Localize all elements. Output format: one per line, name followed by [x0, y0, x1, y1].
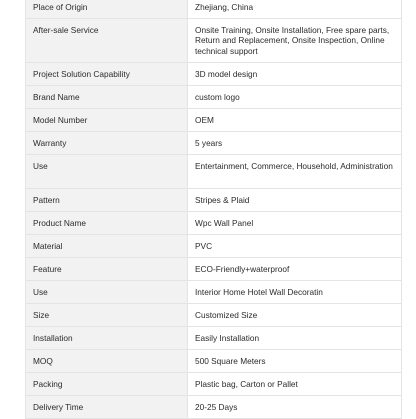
spec-row-installation — [26, 327, 402, 350]
spec-value: Stripes & Plaid — [188, 189, 402, 212]
spec-value: OEM — [188, 109, 402, 132]
spec-label: Product Name — [26, 212, 188, 235]
spec-value: 3D model design — [188, 63, 402, 86]
spec-label: Warranty — [26, 132, 188, 155]
spec-label: Place of Origin — [26, 0, 188, 19]
spec-label: Installation — [26, 327, 188, 350]
spec-value: Entertainment, Commerce, Household, Administration — [188, 155, 402, 189]
spec-label: Material — [26, 235, 188, 258]
spec-row-model-number — [26, 109, 402, 132]
spec-label: Brand Name — [26, 86, 188, 109]
spec-label: Delivery Time — [26, 396, 188, 419]
spec-row-delivery-time — [26, 396, 402, 419]
spec-value: custom logo — [188, 86, 402, 109]
spec-row-use — [26, 155, 402, 189]
spec-value: Plastic bag, Carton or Pallet — [188, 373, 402, 396]
spec-value: Easily Installation — [188, 327, 402, 350]
spec-label: Feature — [26, 258, 188, 281]
spec-value: 500 Square Meters — [188, 350, 402, 373]
spec-value: Wpc Wall Panel — [188, 212, 402, 235]
spec-label: MOQ — [26, 350, 188, 373]
spec-row-warranty — [26, 132, 402, 155]
spec-value: 5 years — [188, 132, 402, 155]
spec-row-moq — [26, 350, 402, 373]
spec-value: PVC — [188, 235, 402, 258]
spec-label: Size — [26, 304, 188, 327]
spec-label: Model Number — [26, 109, 188, 132]
spec-row-after-sale-service — [26, 19, 402, 63]
spec-label: Packing — [26, 373, 188, 396]
spec-row-use-2 — [26, 281, 402, 304]
spec-value: Zhejiang, China — [188, 0, 402, 19]
spec-row-product-name — [26, 212, 402, 235]
spec-row-feature — [26, 258, 402, 281]
spec-row-place-of-origin — [26, 0, 402, 19]
spec-row-brand-name — [26, 86, 402, 109]
spec-row-packing — [26, 373, 402, 396]
spec-row-project-solution — [26, 63, 402, 86]
spec-label: Project Solution Capability — [26, 63, 188, 86]
spec-row-size — [26, 304, 402, 327]
spec-label: Use — [26, 281, 188, 304]
spec-value: Onsite Training, Onsite Installation, Free spare parts, Return and Replacement, Onsite Inspection, Online technical support — [188, 19, 402, 63]
spec-label: After-sale Service — [26, 19, 188, 63]
spec-value: Customized Size — [188, 304, 402, 327]
spec-value: ECO-Friendly+waterproof — [188, 258, 402, 281]
spec-value: 20-25 Days — [188, 396, 402, 419]
spec-row-material — [26, 235, 402, 258]
product-spec-table — [25, 0, 402, 419]
spec-row-pattern — [26, 189, 402, 212]
spec-label: Use — [26, 155, 188, 189]
spec-label: Pattern — [26, 189, 188, 212]
spec-value: Interior Home Hotel Wall Decoratin — [188, 281, 402, 304]
